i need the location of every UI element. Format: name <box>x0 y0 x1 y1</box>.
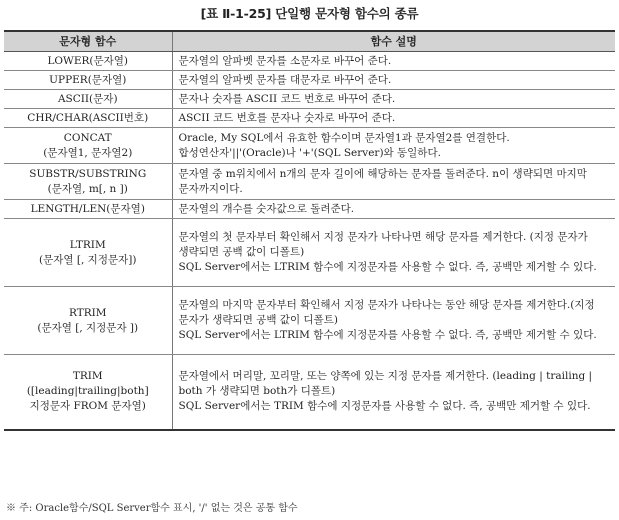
function-description-cell <box>172 71 615 90</box>
string-functions-table <box>4 30 615 431</box>
function-description-cell <box>172 287 615 355</box>
function-name-line: TRIM <box>72 370 103 383</box>
function-description-cell <box>172 355 615 430</box>
function-description-cell <box>172 90 615 109</box>
table-row <box>4 52 615 71</box>
table-body <box>4 52 615 430</box>
function-description-cell <box>172 109 615 128</box>
function-name-line: RTRIM <box>68 306 107 319</box>
table-header-row <box>4 31 615 52</box>
function-name-cell <box>4 109 172 128</box>
function-description-cell <box>172 219 615 287</box>
table-row <box>4 219 615 287</box>
function-name-line: LENGTH/LEN(문자열) <box>30 202 145 215</box>
description-paragraph: 문자열의 알파벳 문자를 소문자로 바꾸어 준다. <box>178 54 392 67</box>
function-description-cell <box>172 200 615 219</box>
table-row <box>4 71 615 90</box>
table-row <box>4 200 615 219</box>
function-name-line: CONCAT <box>63 131 112 144</box>
function-name-cell <box>4 128 172 164</box>
function-description-cell <box>172 164 615 200</box>
function-name-line: (문자열, m[, n ]) <box>47 182 128 195</box>
function-name-cell <box>4 52 172 71</box>
table-row <box>4 287 615 355</box>
header-description: 함수 설명 <box>172 31 615 52</box>
description-paragraph: 문자열의 마지막 문자부터 확인해서 지정 문자가 나타나는 동안 해당 문자를 제거한다.(지정 문자가 생략되면 공백 값이 디폴트) <box>178 299 595 326</box>
function-name-cell <box>4 164 172 200</box>
description-paragraph: SQL Server에서는 LTRIM 함수에 지정문자를 사용할 수 없다. 즉, 공백만 제거할 수 있다. <box>178 329 597 341</box>
description-paragraph: 문자열에서 머리말, 꼬리말, 또는 양쪽에 있는 지정 문자를 제거한다. (leading | trailing | both 가 생략되면 both가 디폴트) <box>178 370 593 398</box>
description-paragraph: SQL Server에서는 LTRIM 함수에 지정문자를 사용할 수 없다. 즉, 공백만 제거할 수 있다. <box>178 261 597 273</box>
description-paragraph: 문자열의 첫 문자부터 확인해서 지정 문자가 나타나면 해당 문자를 제거한다. (지정 문자가 생략되면 공백 값이 디폴트) <box>178 231 588 258</box>
function-name-cell <box>4 287 172 355</box>
function-name-cell <box>4 219 172 287</box>
function-name-line: ([leading|trailing|both] <box>26 385 149 398</box>
function-name-line: 지정문자 FROM 문자열) <box>29 400 146 413</box>
description-paragraph: SQL Server에서는 TRIM 함수에 지정문자를 사용할 수 없다. 즉, 공백만 제거할 수 있다. <box>178 400 591 413</box>
table-row <box>4 109 615 128</box>
footnote: ※ 주: Oracle함수/SQL Server함수 표시, '/' 없는 것은 공통 함수 <box>6 503 298 514</box>
description-paragraph: Oracle, My SQL에서 유효한 함수이며 문자열1과 문자열2를 연결한다. 합성연산자'||'(Oracle)나 '+'(SQL Server)와 동일하다. <box>178 131 510 159</box>
function-name-cell <box>4 200 172 219</box>
function-name-line: ASCII(문자) <box>57 92 118 105</box>
description-paragraph: 문자나 숫자를 ASCII 코드 번호로 바꾸어 준다. <box>178 92 396 105</box>
function-name-line: LOWER(문자열) <box>47 54 129 67</box>
description-paragraph: 문자열 중 m위치에서 n개의 문자 길이에 해당하는 문자를 돌려준다. n이 생략되면 마지막 문자까지이다. <box>178 167 587 195</box>
description-paragraph: ASCII 코드 번호를 문자나 숫자로 바꾸어 준다. <box>178 111 396 124</box>
table-caption: [표 Ⅱ-1-25] 단일행 문자형 함수의 종류 <box>200 6 419 21</box>
table-row <box>4 128 615 164</box>
function-name-line: CHR/CHAR(ASCII번호) <box>27 111 149 124</box>
function-name-line: LTRIM <box>69 238 106 251</box>
function-description-cell <box>172 52 615 71</box>
function-name-line: UPPER(문자열) <box>49 73 127 86</box>
function-name-line: SUBSTR/SUBSTRING <box>29 167 147 180</box>
function-name-line: (문자열 [, 지정문자]) <box>39 253 137 266</box>
function-name-line: (문자열1, 문자열2) <box>43 146 133 159</box>
table-row <box>4 164 615 200</box>
function-name-cell <box>4 355 172 430</box>
description-paragraph: 문자열의 개수를 숫자값으로 돌려준다. <box>178 202 355 215</box>
function-name-cell <box>4 90 172 109</box>
table-row <box>4 355 615 430</box>
function-name-line: (문자열 [, 지정문자 ]) <box>37 321 139 334</box>
description-paragraph: 문자열의 알파벳 문자를 대문자로 바꾸어 준다. <box>178 73 392 86</box>
table-row <box>4 90 615 109</box>
header-function: 문자형 함수 <box>4 31 172 52</box>
function-name-cell <box>4 71 172 90</box>
function-description-cell <box>172 128 615 164</box>
